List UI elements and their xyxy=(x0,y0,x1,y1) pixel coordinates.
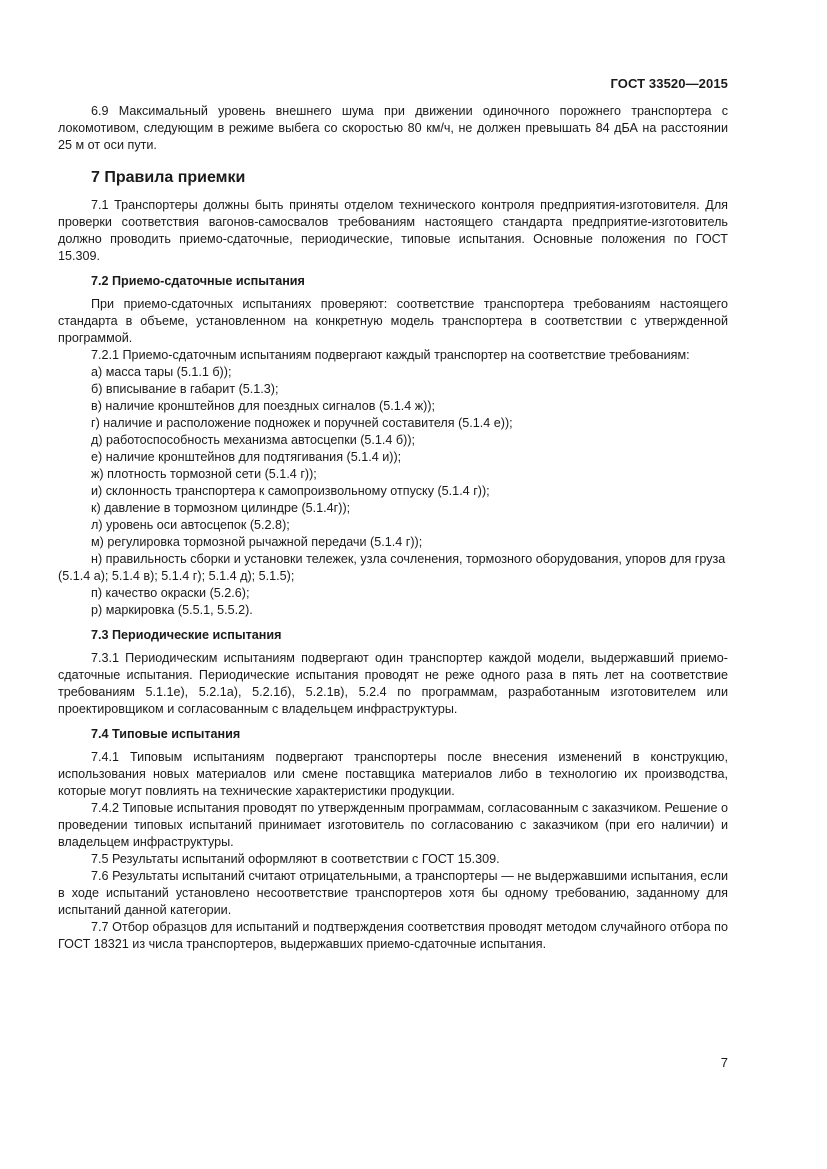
subsection-7-3-title: 7.3 Периодические испытания xyxy=(91,628,282,642)
list-item: б) вписывание в габарит (5.1.3); xyxy=(91,382,279,396)
list-item: в) наличие кронштейнов для поездных сигналов (5.1.4 ж)); xyxy=(91,399,436,413)
list-item: и) склонность транспортера к самопроизвольному отпуску (5.1.4 г)); xyxy=(91,484,490,498)
subsection-7-4-title: 7.4 Типовые испытания xyxy=(91,727,241,741)
list-item: л) уровень оси автосцепок (5.2.8); xyxy=(91,518,290,532)
paragraph-7-7: 7.7 Отбор образцов для испытаний и подтверждения соответствия проводят методом случайного отбора по ГОСТ 18321 из числа транспортеров, выдержавших приемо-сдаточные испытания. xyxy=(58,920,728,951)
paragraph-7-1: 7.1 Транспортеры должны быть приняты отделом технического контроля предприятия-изготовителя. Для проверки соответствия вагонов-самосвалов требованиям настоящего стандарта предприятие-изготовитель должно проводить приемо-сдаточные, периодические, типовые испытания. Основные положения по ГОСТ 15.309. xyxy=(58,198,728,263)
paragraph-7-5: 7.5 Результаты испытаний оформляют в соответствии с ГОСТ 15.309. xyxy=(91,852,500,866)
list-item: р) маркировка (5.5.1, 5.5.2). xyxy=(91,603,253,617)
list-item: н) правильность сборки и установки тележек, узла сочленения, тормозного оборудования, упоров для груза (5.1.4 а); 5.1.4 в); 5.1.4 г); 5.1.4 д); 5.1.5); xyxy=(58,552,726,583)
paragraph-7-2-1: 7.2.1 Приемо-сдаточным испытаниям подвергают каждый транспортер на соответствие требованиям: xyxy=(91,348,690,362)
section-7-title: 7 Правила приемки xyxy=(91,169,246,186)
paragraph-7-6: 7.6 Результаты испытаний считают отрицательными, а транспортеры — не выдержавшими испытания, если в ходе испытаний установлено несоответствие транспортеров хотя бы одному требованию, заданному для испытаний данной категории. xyxy=(58,869,728,917)
list-item: е) наличие кронштейнов для подтягивания (5.1.4 и)); xyxy=(91,450,402,464)
list-item: а) масса тары (5.1.1 б)); xyxy=(91,365,232,379)
list-item: п) качество окраски (5.2.6); xyxy=(91,586,250,600)
subsection-7-2-title: 7.2 Приемо-сдаточные испытания xyxy=(91,274,305,288)
page-content xyxy=(58,103,728,953)
list-item: ж) плотность тормозной сети (5.1.4 г)); xyxy=(91,467,317,481)
list-item: м) регулировка тормозной рычажной передачи (5.1.4 г)); xyxy=(91,535,423,549)
paragraph-7-2-intro: При приемо-сдаточных испытаниях проверяют: соответствие транспортера требованиям настоящего стандарта в объеме, установленном на конкретную модель транспортера в соответствии с утвержденной программой. xyxy=(58,297,728,345)
list-item: к) давление в тормозном цилиндре (5.1.4г)); xyxy=(91,501,351,515)
page-number: 7 xyxy=(720,1055,728,1070)
standard-code-header: ГОСТ 33520—2015 xyxy=(610,76,728,91)
paragraph-7-3-1: 7.3.1 Периодическим испытаниям подвергают один транспортер каждой модели, выдержавший приемо-сдаточные испытания. Периодические испытания проводят не реже одного раза в пять лет на соответствие требованиям 5.1.1е), 5.2.1а), 5.2.1б), 5.2.1в), 5.2.4 по программам, разработанным изготовителем или проектировщиком и согласованным с владельцем инфраструктуры. xyxy=(58,651,728,716)
paragraph-7-4-2: 7.4.2 Типовые испытания проводят по утвержденным программам, согласованным с заказчиком. Решение о проведении типовых испытаний принимает изготовитель по согласованию с заказчиком (при его наличии) и владельцем инфраструктуры. xyxy=(58,801,728,849)
list-item: д) работоспособность механизма автосцепки (5.1.4 б)); xyxy=(91,433,416,447)
paragraph-7-4-1: 7.4.1 Типовым испытаниям подвергают транспортеры после внесения изменений в конструкцию, использования новых материалов или смене поставщика материалов либо в технологию их производства, которые могут повлиять на технические характеристики продукции. xyxy=(58,750,728,798)
paragraph-6-9: 6.9 Максимальный уровень внешнего шума при движении одиночного порожнего транспортера с локомотивом, следующим в режиме выбега со скоростью 80 км/ч, не должен превышать 84 дБА на расстоянии 25 м от оси пути. xyxy=(58,104,728,152)
requirements-list xyxy=(58,364,728,619)
list-item: г) наличие и расположение подножек и поручней составителя (5.1.4 е)); xyxy=(91,416,513,430)
